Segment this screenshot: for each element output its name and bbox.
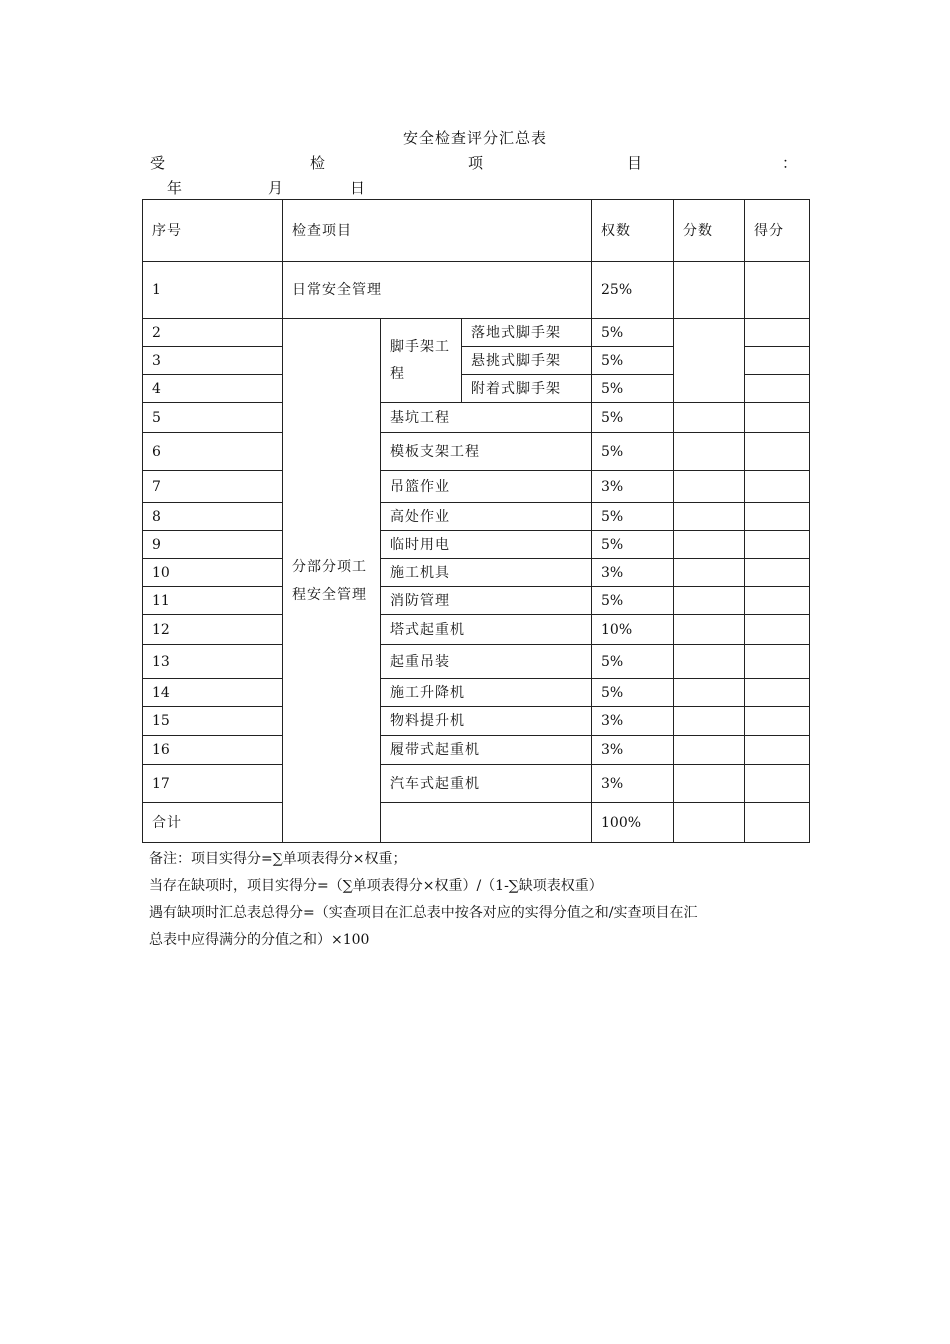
row-no: 2 — [143, 319, 283, 347]
table-row — [143, 707, 810, 736]
points-cell[interactable] — [674, 707, 745, 736]
col-header-item: 检查项目 — [283, 200, 592, 262]
row-no: 6 — [143, 433, 283, 471]
row-no: 8 — [143, 503, 283, 531]
score-cell[interactable] — [745, 471, 810, 503]
row-item: 悬挑式脚手架 — [462, 347, 592, 375]
date-day: 日 — [350, 179, 366, 197]
row-no: 5 — [143, 403, 283, 433]
row-item: 附着式脚手架 — [462, 375, 592, 403]
points-cell[interactable] — [674, 679, 745, 707]
row-weight: 5% — [592, 319, 674, 347]
table-row — [143, 503, 810, 531]
col-header-no: 序号 — [143, 200, 283, 262]
points-cell[interactable] — [674, 587, 745, 615]
row-item: 履带式起重机 — [381, 736, 592, 765]
points-cell[interactable] — [674, 503, 745, 531]
score-cell[interactable] — [745, 531, 810, 559]
row-weight: 5% — [592, 587, 674, 615]
total-row — [143, 803, 810, 843]
table-row — [143, 736, 810, 765]
score-cell[interactable] — [745, 319, 810, 347]
table-row — [143, 679, 810, 707]
row-weight: 3% — [592, 471, 674, 503]
row-weight: 25% — [592, 262, 674, 319]
row-item: 施工升降机 — [381, 679, 592, 707]
score-cell[interactable] — [745, 433, 810, 471]
points-cell[interactable] — [674, 765, 745, 803]
row-item: 消防管理 — [381, 587, 592, 615]
row-item: 汽车式起重机 — [381, 765, 592, 803]
header-colon: ： — [782, 154, 798, 172]
score-cell[interactable] — [745, 403, 810, 433]
col-header-points: 分数 — [674, 200, 745, 262]
date-month: 月 — [268, 179, 284, 197]
score-cell[interactable] — [745, 765, 810, 803]
row-weight: 5% — [592, 347, 674, 375]
document-title: 安全检查评分汇总表 — [402, 129, 547, 147]
row-weight: 5% — [592, 433, 674, 471]
total-weight: 100% — [592, 803, 674, 843]
header-char-xiang: 项 — [468, 154, 484, 172]
points-cell[interactable] — [674, 615, 745, 645]
table-row — [143, 319, 810, 347]
score-cell[interactable] — [745, 679, 810, 707]
points-cell[interactable] — [674, 803, 745, 843]
row-no: 17 — [143, 765, 283, 803]
row-item: 施工机具 — [381, 559, 592, 587]
table-row — [143, 765, 810, 803]
score-cell[interactable] — [745, 707, 810, 736]
row-item: 物料提升机 — [381, 707, 592, 736]
table-row — [143, 587, 810, 615]
row-weight: 5% — [592, 503, 674, 531]
header-char-shou: 受 — [150, 154, 166, 172]
total-label: 合计 — [143, 803, 592, 843]
col-header-score: 得分 — [745, 200, 810, 262]
row-weight: 5% — [592, 645, 674, 679]
row-item: 落地式脚手架 — [462, 319, 592, 347]
col-header-weight: 权数 — [592, 200, 674, 262]
table-row — [143, 645, 810, 679]
points-cell[interactable] — [674, 471, 745, 503]
points-cell[interactable] — [674, 531, 745, 559]
points-cell[interactable] — [674, 433, 745, 471]
table-row — [143, 615, 810, 645]
row-weight: 5% — [592, 679, 674, 707]
row-weight: 5% — [592, 375, 674, 403]
row-no: 13 — [143, 645, 283, 679]
table-header-row — [143, 200, 810, 262]
score-cell[interactable] — [745, 559, 810, 587]
points-cell[interactable] — [674, 736, 745, 765]
table-row — [143, 403, 810, 433]
row-no: 14 — [143, 679, 283, 707]
row-no: 16 — [143, 736, 283, 765]
row-no: 15 — [143, 707, 283, 736]
note-line: 遇有缺项时汇总表总得分=（实查项目在汇总表中按各对应的实得分值之和/实查项目在汇 — [149, 905, 698, 921]
row-item: 模板支架工程 — [381, 433, 592, 471]
row-no: 10 — [143, 559, 283, 587]
row-item: 临时用电 — [381, 531, 592, 559]
score-cell[interactable] — [745, 587, 810, 615]
score-cell[interactable] — [745, 503, 810, 531]
row-no: 11 — [143, 587, 283, 615]
row-no: 12 — [143, 615, 283, 645]
header-char-jian: 检 — [310, 154, 326, 172]
table-row — [143, 262, 810, 319]
table-row — [143, 559, 810, 587]
date-year: 年 — [167, 179, 183, 197]
row-no: 3 — [143, 347, 283, 375]
score-cell[interactable] — [745, 262, 810, 319]
points-cell[interactable] — [674, 559, 745, 587]
score-cell[interactable] — [745, 347, 810, 375]
section-label: 分部分项工程安全管理 — [283, 319, 381, 843]
score-cell[interactable] — [745, 736, 810, 765]
score-cell[interactable] — [745, 645, 810, 679]
note-line: 备注：项目实得分=∑单项表得分×权重； — [149, 851, 407, 867]
row-item: 日常安全管理 — [283, 262, 592, 319]
row-weight: 3% — [592, 736, 674, 765]
row-item: 起重吊装 — [381, 645, 592, 679]
row-weight: 5% — [592, 403, 674, 433]
row-weight: 3% — [592, 765, 674, 803]
score-summary-table — [142, 199, 810, 843]
row-weight: 3% — [592, 559, 674, 587]
scaffold-group-label: 脚手架工程 — [381, 319, 462, 403]
score-cell[interactable] — [745, 803, 810, 843]
score-cell[interactable] — [745, 375, 810, 403]
table-row — [143, 471, 810, 503]
notes-section — [149, 846, 819, 954]
score-cell[interactable] — [745, 615, 810, 645]
points-cell[interactable] — [674, 319, 745, 403]
row-item: 塔式起重机 — [381, 615, 592, 645]
points-cell[interactable] — [674, 262, 745, 319]
header-char-mu: 目 — [627, 154, 643, 172]
row-no: 9 — [143, 531, 283, 559]
table-row — [143, 531, 810, 559]
row-item: 吊篮作业 — [381, 471, 592, 503]
row-no: 1 — [143, 262, 283, 319]
note-line: 总表中应得满分的分值之和）×100 — [149, 932, 370, 948]
points-cell[interactable] — [674, 403, 745, 433]
row-weight: 5% — [592, 531, 674, 559]
row-item: 基坑工程 — [381, 403, 592, 433]
note-line: 当存在缺项时，项目实得分=（∑单项表得分×权重）/（1-∑缺项表权重） — [149, 878, 603, 894]
table-row — [143, 433, 810, 471]
row-no: 7 — [143, 471, 283, 503]
row-weight: 3% — [592, 707, 674, 736]
points-cell[interactable] — [674, 645, 745, 679]
row-item: 高处作业 — [381, 503, 592, 531]
row-no: 4 — [143, 375, 283, 403]
row-weight: 10% — [592, 615, 674, 645]
